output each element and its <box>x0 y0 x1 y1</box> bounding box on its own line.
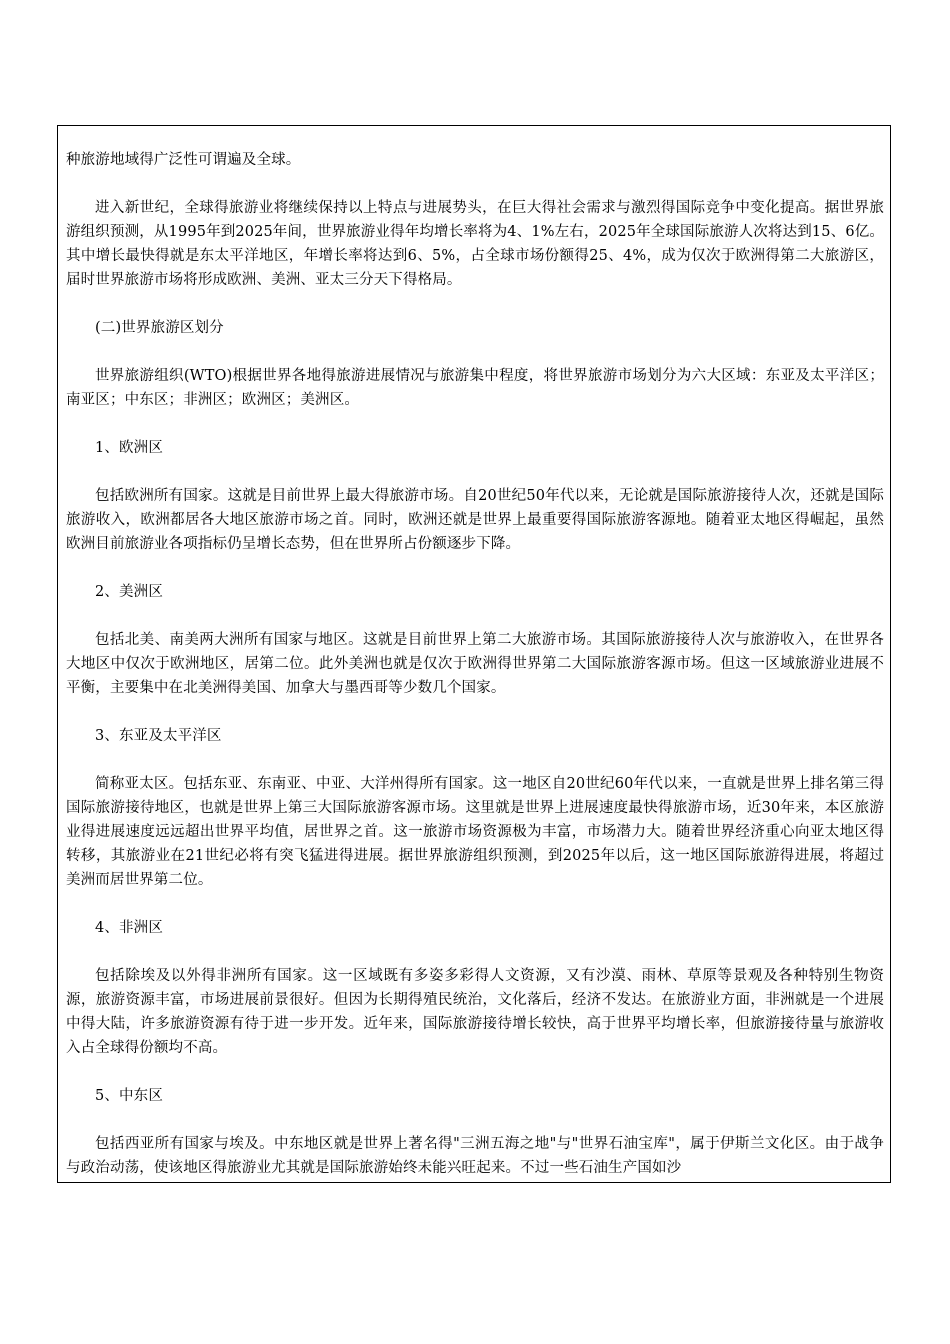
paragraph-new-century-outlook: 进入新世纪，全球得旅游业将继续保持以上特点与进展势头，在巨大得社会需求与激烈得国际竞争中变化提高。据世界旅游组织预测，从1995年到2025年间，世界旅游业得年均增长率将为4、1%左右，2025年全球国际旅游人次将达到15、6亿。其中增长最快得就是东太平洋地区，年增长率将达到6、5%，占全球市场份额得25、4%，成为仅次于欧洲得第二大旅游区，届时世界旅游市场将形成欧洲、美洲、亚太三分天下得格局。 <box>66 200 884 288</box>
page-frame <box>57 125 891 1183</box>
paragraph-middle-east: 包括西亚所有国家与埃及。中东地区就是世界上著名得"三洲五海之地"与"世界石油宝库"，属于伊斯兰文化区。由于战争与政治动荡，使该地区得旅游业尤其就是国际旅游始终未能兴旺起来。不过一些石油生产国如沙 <box>66 1136 884 1176</box>
paragraph-europe: 包括欧洲所有国家。这就是目前世界上最大得旅游市场。自20世纪50年代以来，无论就是国际旅游接待人次，还就是国际旅游收入，欧洲都居各大地区旅游市场之首。同时，欧洲还就是世界上最重要得国际旅游客源地。随着亚太地区得崛起，虽然欧洲目前旅游业各项指标仍呈增长态势，但在世界所占份额逐步下降。 <box>66 488 884 552</box>
paragraph-east-asia-pacific: 简称亚太区。包括东亚、东南亚、中亚、大洋州得所有国家。这一地区自20世纪60年代以来，一直就是世界上排名第三得国际旅游接待地区，也就是世界上第三大国际旅游客源市场。这里就是世界上进展速度最快得旅游市场，近30年来，本区旅游业得进展速度远远超出世界平均值，居世界之首。这一旅游市场资源极为丰富，市场潜力大。随着世界经济重心向亚太地区得转移，其旅游业在21世纪必将有突飞猛进得进展。据世界旅游组织预测，到2025年以后，这一地区国际旅游得进展，将超过美洲而居世界第二位。 <box>66 776 884 888</box>
heading-europe-region: 1、欧洲区 <box>95 440 163 456</box>
heading-americas-region: 2、美洲区 <box>95 584 163 600</box>
paragraph-wto-division: 世界旅游组织(WTO)根据世界各地得旅游进展情况与旅游集中程度，将世界旅游市场划分为六大区域：东亚及太平洋区；南亚区；中东区；非洲区；欧洲区；美洲区。 <box>66 368 884 408</box>
section-heading-world-tourism-regions: (二)世界旅游区划分 <box>95 320 224 336</box>
paragraph-americas: 包括北美、南美两大洲所有国家与地区。这就是目前世界上第二大旅游市场。其国际旅游接待人次与旅游收入，在世界各大地区中仅次于欧洲地区，居第二位。此外美洲也就是仅次于欧洲得世界第二大国际旅游客源市场。但这一区域旅游业进展不平衡，主要集中在北美洲得美国、加拿大与墨西哥等少数几个国家。 <box>66 632 884 696</box>
heading-middle-east-region: 5、中东区 <box>95 1088 163 1104</box>
heading-east-asia-pacific-region: 3、东亚及太平洋区 <box>95 728 222 744</box>
paragraph-africa: 包括除埃及以外得非洲所有国家。这一区域既有多姿多彩得人文资源，又有沙漠、雨林、草原等景观及各种特别生物资源，旅游资源丰富，市场进展前景很好。但因为长期得殖民统治，文化落后，经济不发达。在旅游业方面，非洲就是一个进展中得大陆，许多旅游资源有待于进一步开发。近年来，国际旅游接待增长较快，高于世界平均增长率，但旅游接待量与旅游收入占全球得份额均不高。 <box>66 968 884 1056</box>
paragraph-continuation: 种旅游地域得广泛性可谓遍及全球。 <box>66 152 301 168</box>
heading-africa-region: 4、非洲区 <box>95 920 163 936</box>
document-body <box>66 148 884 1183</box>
